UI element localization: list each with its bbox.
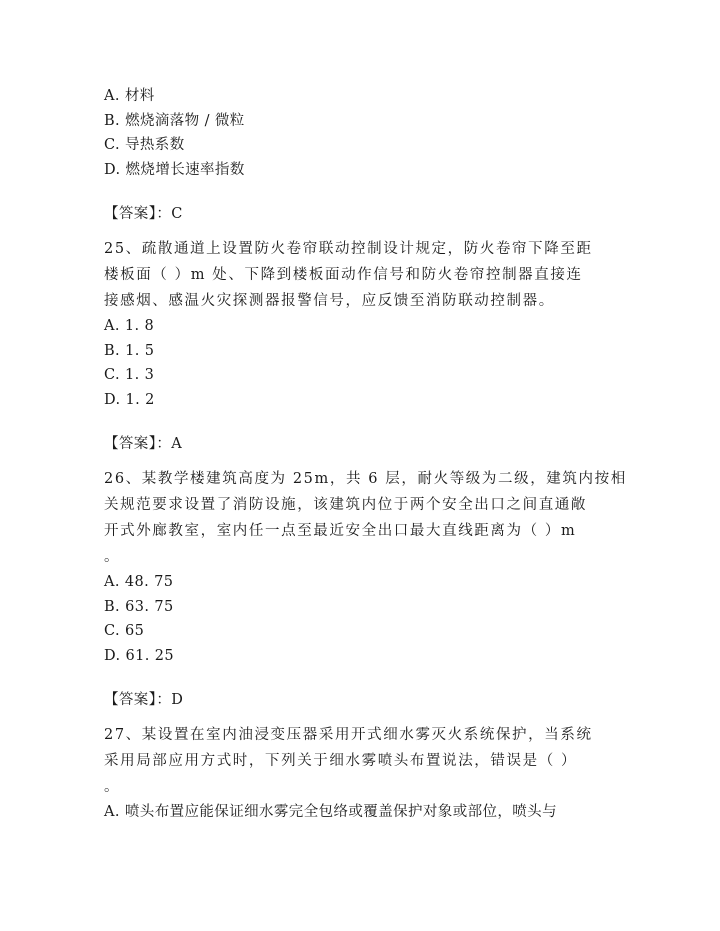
question-line: 接感烟、感温火灾探测器报警信号，应反馈至消防联动控制器。 <box>104 292 555 309</box>
answer-label: 【答案】：C <box>104 206 183 223</box>
question-text <box>104 722 604 800</box>
question-line: 25、疏散通道上设置防火卷帘联动控制设计规定，防火卷帘下降至距 <box>104 240 593 257</box>
option-a: A. 1. 8 <box>104 317 155 334</box>
question-block-24-options <box>104 84 604 182</box>
option-d: D. 61. 25 <box>104 647 175 664</box>
option-b: B. 63. 75 <box>104 598 174 615</box>
question-text <box>104 466 627 570</box>
option-b: B. 燃烧滴落物 / 微粒 <box>104 112 245 129</box>
option-b: B. 1. 5 <box>104 342 155 359</box>
question-block-26 <box>104 432 627 668</box>
question-line: 27、某设置在室内油浸变压器采用开式细水雾灭火系统保护，当系统 <box>104 726 593 743</box>
option-a: A. 48. 75 <box>104 573 174 590</box>
option-d: D. 1. 2 <box>104 391 155 408</box>
option-c: C. 65 <box>104 623 145 640</box>
option-d: D. 燃烧增长速率指数 <box>104 161 245 178</box>
option-a: A. 喷头布置应能保证细水雾完全包络或覆盖保护对象或部位，喷头与 <box>104 803 557 820</box>
option-c: C. 导热系数 <box>104 137 185 154</box>
question-block-25 <box>104 202 604 412</box>
question-text <box>104 236 604 314</box>
question-line: 。 <box>104 778 121 795</box>
option-c: C. 1. 3 <box>104 367 155 384</box>
document-page <box>104 84 627 825</box>
answer-label: 【答案】：A <box>104 436 183 453</box>
question-line: 。 <box>104 548 121 565</box>
option-a: A. 材料 <box>104 88 155 104</box>
question-line: 26、某教学楼建筑高度为 25m，共 6 层，耐火等级为二级，建筑内按相 <box>104 470 627 487</box>
question-line: 开式外廊教室，室内任一点至最近安全出口最大直线距离为（ ）m <box>104 522 577 539</box>
question-block-27 <box>104 688 604 824</box>
question-line: 楼板面（ ）m 处、下降到楼板面动作信号和防火卷帘控制器直接连 <box>104 266 583 283</box>
answer-label: 【答案】：D <box>104 692 184 709</box>
question-line: 采用局部应用方式时，下列关于细水雾喷头布置说法，错误是（ ） <box>104 752 578 769</box>
question-line: 关规范要求设置了消防设施，该建筑内位于两个安全出口之间直通敞 <box>104 496 587 513</box>
